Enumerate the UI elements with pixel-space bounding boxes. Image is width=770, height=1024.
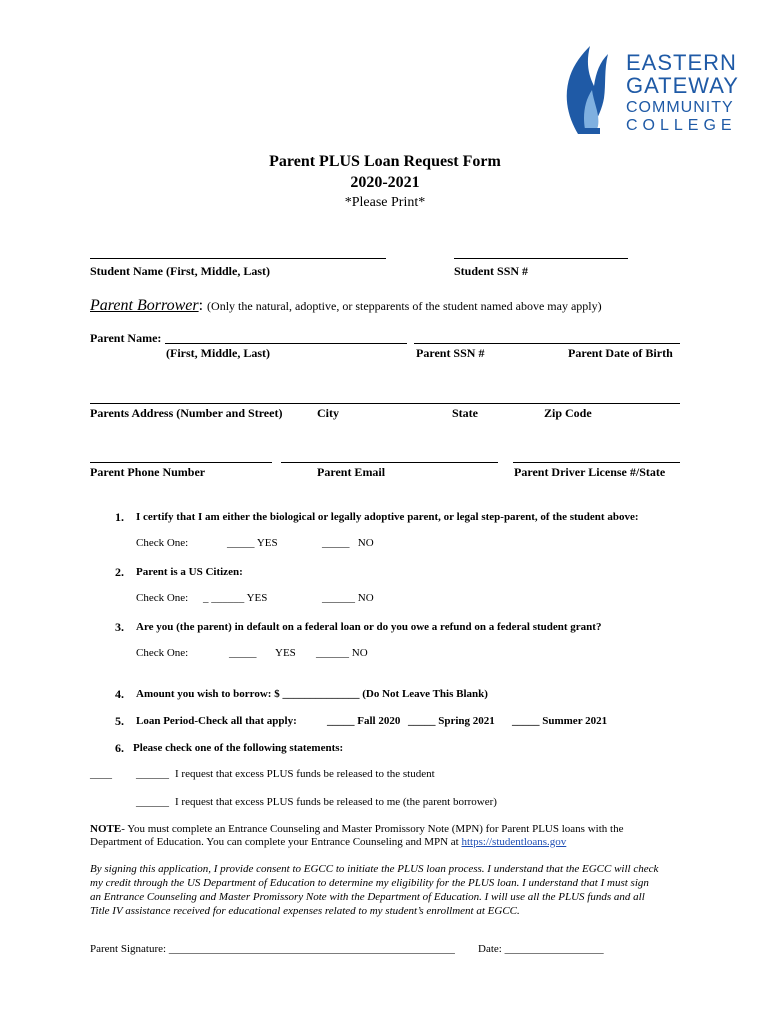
q2-no-option[interactable]: ______ NO (322, 592, 374, 604)
consent-line-3: an Entrance Counseling and Master Promissory Note with the Department of Education. I will use all the PLUS funds and all (90, 891, 645, 903)
zip-label: Zip Code (544, 406, 592, 420)
q6-number: 6. (115, 741, 124, 755)
parent-signature-field[interactable]: Parent Signature: ____________________________________________________ (90, 943, 455, 955)
q6-option1-text: I request that excess PLUS funds be released to the student (175, 768, 435, 780)
q1-check-label: Check One: (136, 537, 189, 549)
q3-number: 3. (115, 620, 124, 634)
note-line-2 (90, 836, 566, 848)
q5-text: Loan Period-Check all that apply: (136, 715, 297, 727)
state-label: State (452, 406, 478, 420)
phone-label: Parent Phone Number (90, 465, 206, 479)
q5-summer-option[interactable]: _____ Summer 2021 (512, 715, 608, 727)
note-text-1: - You must complete an Entrance Counseling and Master Promissory Note (MPN) for Parent PLUS loans with the (121, 823, 624, 835)
q1-number: 1. (115, 510, 124, 524)
parent-ssn-label: Parent SSN # (416, 346, 485, 360)
parent-name-sub-label: (First, Middle, Last) (166, 346, 270, 360)
parent-name-label: Parent Name: (90, 331, 162, 345)
license-line[interactable] (513, 462, 680, 463)
q3-yes-label: YES (275, 647, 296, 659)
parent-borrower-heading (90, 297, 602, 315)
student-name-label: Student Name (First, Middle, Last) (90, 264, 270, 278)
q3-yes-blank[interactable]: _____ (229, 647, 257, 659)
q5-spring-option[interactable]: _____ Spring 2021 (408, 715, 495, 727)
license-label: Parent Driver License #/State (514, 465, 666, 479)
studentloans-link[interactable]: https://studentloans.gov (461, 836, 567, 848)
consent-line-1: By signing this application, I provide consent to EGCC to initiate the PLUS loan process. I understand that the EGCC will check (90, 863, 659, 875)
q3-no-option[interactable]: ______ NO (316, 647, 368, 659)
email-label: Parent Email (317, 465, 386, 479)
parent-ssn-dob-line[interactable] (414, 343, 680, 344)
form-year: 2020-2021 (350, 174, 420, 191)
q4-number: 4. (115, 687, 124, 701)
logo-line-eastern: EASTERN (626, 50, 737, 75)
q6-margin-blank[interactable]: ____ (90, 768, 112, 780)
city-label: City (317, 406, 339, 420)
consent-line-4: Title IV assistance received for educational expenses related to my student’s enrollment at EGCC. (90, 905, 520, 917)
address-line[interactable] (90, 403, 680, 404)
q3-check-label: Check One: (136, 647, 189, 659)
flame-icon (556, 44, 626, 138)
q2-yes-option[interactable]: _ ______ YES (203, 592, 268, 604)
form-title: Parent PLUS Loan Request Form (269, 153, 501, 170)
q1-text: I certify that I am either the biological or legally adoptive parent, or legal step-parent, of the student above: (136, 511, 639, 523)
student-name-line[interactable] (90, 258, 386, 259)
student-ssn-label: Student SSN # (454, 264, 529, 278)
email-line[interactable] (281, 462, 498, 463)
q6-option2-blank[interactable]: ______ (136, 796, 169, 808)
q6-text: Please check one of the following statements: (133, 742, 344, 754)
q2-check-label: Check One: (136, 592, 189, 604)
logo-line-gateway: GATEWAY (626, 73, 739, 98)
parent-borrower-title: Parent Borrower (90, 297, 199, 314)
phone-line[interactable] (90, 462, 272, 463)
q5-number: 5. (115, 714, 124, 728)
q5-fall-option[interactable]: _____ Fall 2020 (327, 715, 401, 727)
q3-text: Are you (the parent) in default on a federal loan or do you owe a refund on a federal student grant? (136, 621, 602, 633)
address-label: Parents Address (Number and Street) (90, 406, 283, 420)
q2-text: Parent is a US Citizen: (136, 566, 243, 578)
q6-option1-blank[interactable]: ______ (136, 768, 169, 780)
note-line-1 (90, 823, 623, 835)
student-ssn-line[interactable] (454, 258, 628, 259)
q1-no-option[interactable]: _____ NO (322, 537, 374, 549)
q6-option2-text: I request that excess PLUS funds be released to me (the parent borrower) (175, 796, 497, 808)
logo-line-community: COMMUNITY (626, 99, 734, 116)
note-text-2: Department of Education. You can complete your Entrance Counseling and MPN at (90, 836, 462, 848)
q1-yes-option[interactable]: _____ YES (227, 537, 278, 549)
note-label: NOTE (90, 823, 122, 835)
signature-date-field[interactable]: Date: __________________ (478, 943, 604, 955)
consent-line-2: my credit through the US Department of Education to determine my eligibility for the PLUS loan. I understand that I must sign (90, 877, 649, 889)
please-print-note: *Please Print* (344, 195, 426, 210)
parent-borrower-note: (Only the natural, adoptive, or stepparents of the student named above may apply) (207, 299, 602, 313)
q4-text[interactable]: Amount you wish to borrow: $ ______________ (Do Not Leave This Blank) (136, 688, 488, 700)
parent-borrower-colon: : (198, 297, 204, 314)
parent-name-line[interactable] (165, 343, 407, 344)
parent-dob-label: Parent Date of Birth (568, 346, 673, 360)
q2-number: 2. (115, 565, 124, 579)
logo-line-college: COLLEGE (626, 117, 737, 134)
